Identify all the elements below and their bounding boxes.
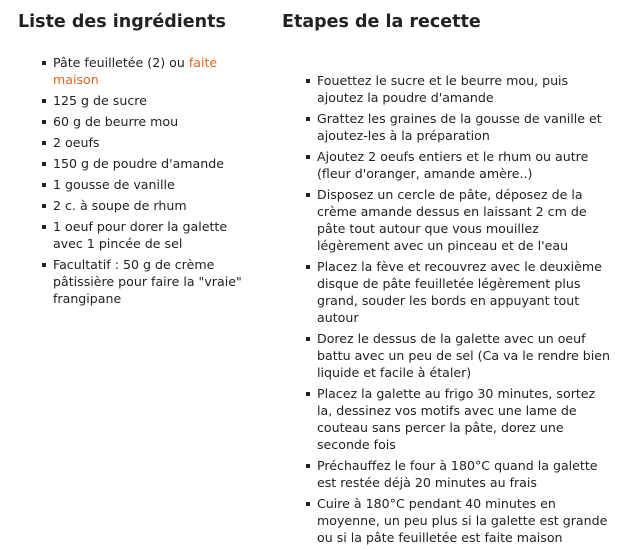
step-item: Fouettez le sucre et le beurre mou, puis ajoutez la poudre d'amande xyxy=(282,72,612,106)
ingredient-item: 1 oeuf pour dorer la galette avec 1 pincée de sel xyxy=(18,218,250,252)
ingredient-item xyxy=(18,54,250,88)
ingredient-item: 1 gousse de vanille xyxy=(18,176,250,193)
step-item: Préchauffez le four à 180°C quand la galette est restée déjà 20 minutes au frais xyxy=(282,457,612,491)
ingredient-item: 150 g de poudre d'amande xyxy=(18,155,250,172)
homemade-pastry-link[interactable]: faite maison xyxy=(53,55,218,87)
step-item: Placez la fève et recouvrez avec le deuxième disque de pâte feuilletée légèrement plus grand, souder les bords en appuyant tout autour xyxy=(282,258,612,326)
steps-list xyxy=(282,72,612,546)
ingredient-item: 60 g de beurre mou xyxy=(18,113,250,130)
ingredients-title: Liste des ingrédients xyxy=(18,12,226,32)
ingredients-section xyxy=(18,0,250,311)
ingredient-item: 2 oeufs xyxy=(18,134,250,151)
steps-title: Etapes de la recette xyxy=(282,12,481,32)
ingredient-item: 2 c. à soupe de rhum xyxy=(18,197,250,214)
ingredients-list xyxy=(18,54,250,307)
step-item: Ajoutez 2 oeufs entiers et le rhum ou autre (fleur d'oranger, amande amère..) xyxy=(282,148,612,182)
ingredient-item: 125 g de sucre xyxy=(18,92,250,109)
step-item: Disposez un cercle de pâte, déposez de la crème amande dessus en laissant 2 cm de pâte tout autour que vous mouillez légèrement avec un pinceau et de l'eau xyxy=(282,186,612,254)
step-item: Grattez les graines de la gousse de vanille et ajoutez-les à la préparation xyxy=(282,110,612,144)
step-item: Cuire à 180°C pendant 40 minutes en moyenne, un peu plus si la galette est grande ou si la pâte feuilletée est faite maison xyxy=(282,495,612,546)
step-item: Dorez le dessus de la galette avec un oeuf battu avec un peu de sel (Ca va le rendre bien liquide et facile à étaler) xyxy=(282,330,612,381)
steps-section xyxy=(282,0,612,550)
ingredient-item: Facultatif : 50 g de crème pâtissière pour faire la "vraie" frangipane xyxy=(18,256,250,307)
ingredient-text: Pâte feuilletée (2) ou xyxy=(53,55,189,70)
step-item: Placez la galette au frigo 30 minutes, sortez la, dessinez vos motifs avec une lame de couteau sans percer la pâte, dorez une seconde fois xyxy=(282,385,612,453)
